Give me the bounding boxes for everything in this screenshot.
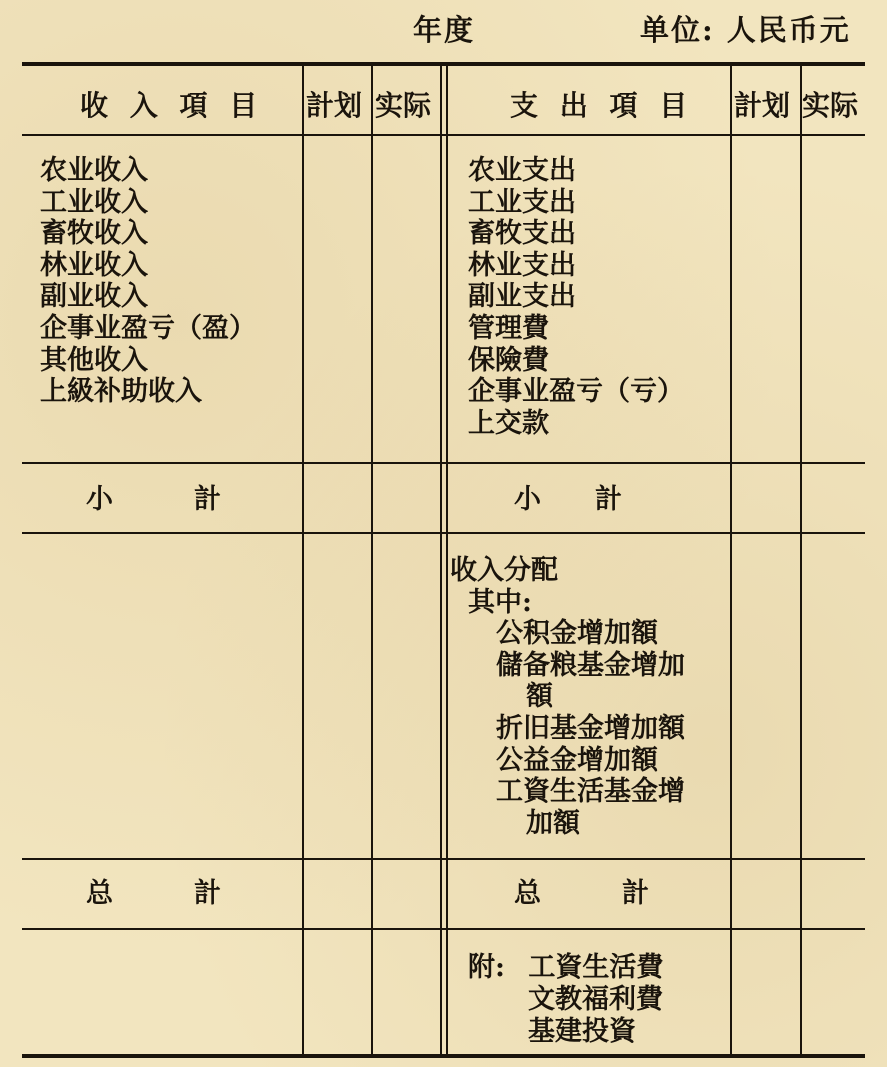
list-item <box>468 952 663 984</box>
list-item: 畜牧支出 <box>468 218 576 250</box>
list-item: 保險費 <box>468 344 549 376</box>
list-item: 其他收入 <box>40 344 148 376</box>
list-item: 儲备粮基金增加 <box>496 649 685 681</box>
distribution-list <box>450 555 685 839</box>
list-item: 企事业盈亏（亏） <box>468 376 684 408</box>
table-bottom-rule <box>22 1054 865 1058</box>
list-item: 企事业盈亏（盈） <box>40 312 256 344</box>
col-divider-plan2 <box>730 64 732 1056</box>
list-item: 加額 <box>526 807 580 839</box>
total-right: 总 計 <box>514 878 649 909</box>
appendix-label: 附: <box>468 952 505 983</box>
list-item: 畜牧收入 <box>40 218 148 250</box>
list-item: 折旧基金增加額 <box>496 712 685 744</box>
list-item: 工資生活基金增 <box>496 776 685 808</box>
unit-label: 单位: 人民币元 <box>640 13 851 47</box>
col-divider-middle-b <box>446 64 448 1056</box>
plan2-header: 計划 <box>734 89 791 122</box>
list-item: 公积金增加額 <box>496 618 658 650</box>
expense-item-header: 支 出 項 目 <box>510 89 694 122</box>
list-item: 公益金增加額 <box>496 744 658 776</box>
distribution-title: 收入分配 <box>450 555 558 586</box>
appendix-item: 工資生活費 <box>528 952 664 983</box>
income-item-header: 收 入 項 目 <box>80 89 264 122</box>
list-item: 管理費 <box>468 312 549 344</box>
appendix-item: 基建投資 <box>528 1016 636 1047</box>
list-item: 上級补助收入 <box>40 376 202 408</box>
list-item: 林业收入 <box>40 249 148 281</box>
list-item: 农业收入 <box>40 155 148 186</box>
col-divider-middle-a <box>440 64 442 1056</box>
list-item: 副业支出 <box>468 281 576 313</box>
list-item: 上交款 <box>468 407 549 439</box>
actual-header: 实际 <box>375 89 432 122</box>
expense-item-list <box>468 155 684 439</box>
list-item: 工业支出 <box>468 186 576 218</box>
col-divider-plan <box>302 64 304 1056</box>
appendix-item: 文教福利費 <box>528 984 663 1015</box>
distribution-among: 其中: <box>468 586 532 618</box>
subtotal-left: 小 計 <box>86 484 221 515</box>
total-bottom-rule <box>22 928 865 930</box>
table-top-rule <box>22 62 865 66</box>
col-divider-actual <box>371 64 373 1056</box>
total-top-rule <box>22 858 865 860</box>
plan-header: 計划 <box>306 89 363 122</box>
subtotal-top-rule <box>22 462 865 464</box>
list-item: 額 <box>526 681 553 713</box>
list-item: 林业支出 <box>468 249 576 281</box>
list-item: 副业收入 <box>40 281 148 313</box>
list-item: 农业支出 <box>468 155 576 186</box>
total-left: 总 計 <box>86 878 221 909</box>
year-label: 年度 <box>413 13 476 47</box>
list-item: 工业收入 <box>40 186 148 218</box>
col-divider-actual2 <box>800 64 802 1056</box>
subtotal-right: 小 計 <box>514 484 622 515</box>
header-bottom-rule <box>22 134 865 136</box>
actual2-header: 实际 <box>802 89 859 122</box>
appendix-list <box>468 952 663 1048</box>
income-item-list <box>40 155 256 408</box>
subtotal-bottom-rule <box>22 532 865 534</box>
